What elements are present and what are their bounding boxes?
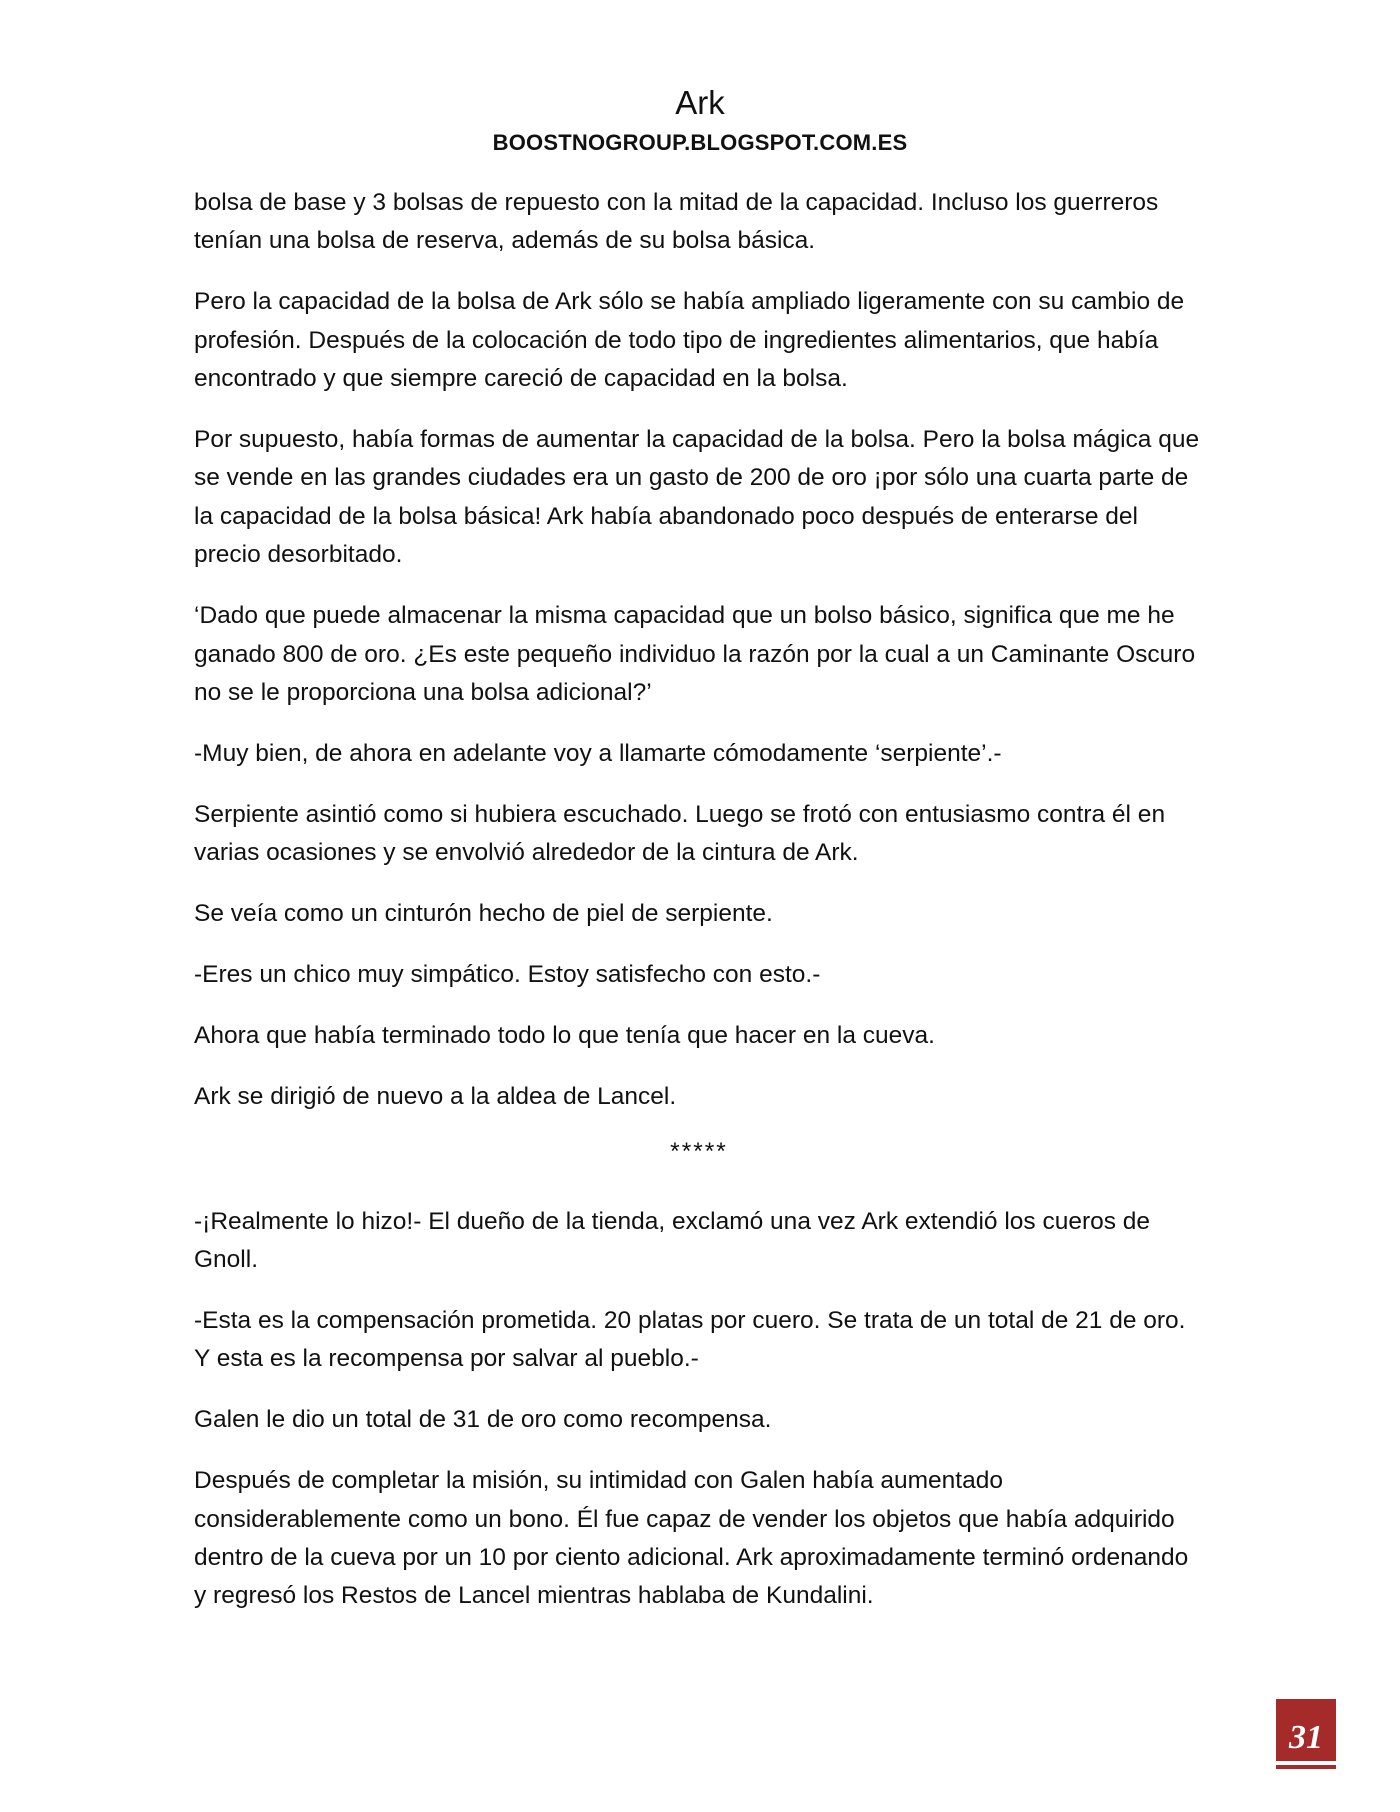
site-url: BOOSTNOGROUP.BLOGSPOT.COM.ES [492,130,908,155]
page-header [0,82,1400,158]
scene-separator: ***** [670,1137,728,1165]
book-title: Ark [675,84,725,121]
paragraph: Por supuesto, había formas de aumentar la capacidad de la bolsa. Pero la bolsa mágica que se vende en las grandes ciudades era un gasto de 200 de oro ¡por sólo una cuarta parte de la capacidad de la bolsa básica! Ark había abandonado poco después de enterarse del precio desorbitado. [194,426,1200,569]
paragraph: -Eres un chico muy simpático. Estoy satisfecho con esto.- [194,961,821,988]
paragraph: Se veía como un cinturón hecho de piel de serpiente. [194,900,773,928]
paragraph: -Muy bien, de ahora en adelante voy a llamarte cómodamente ‘serpiente’.- [194,739,1002,767]
paragraph: Serpiente asintió como si hubiera escuchado. Luego se frotó con entusiasmo contra él en varias ocasiones y se envolvió alrededor de la cintura de Ark. [194,800,1166,867]
page-number: 31 [1289,1719,1323,1756]
paragraph: Ahora que había terminado todo lo que tenía que hacer en la cueva. [194,1021,935,1049]
page-number-underline [1276,1765,1336,1769]
page-number-box [1276,1699,1336,1761]
paragraph: Después de completar la misión, su intimidad con Galen había aumentado considerablemente como un bono. Él fue capaz de vender los objetos que había adquirido dentro de la cueva por un 10 por ciento adicional. Ark aproximadamente terminó ordenando y regresó los Restos de Lancel mientras hablaba de Kundalini. [194,1467,1189,1610]
paragraph: Pero la capacidad de la bolsa de Ark sólo se había ampliado ligeramente con su cambio de profesión. Después de la colocación de todo tipo de ingredientes alimentarios, que había encontrado y que siempre careció de capacidad en la bolsa. [194,288,1185,393]
paragraph: bolsa de base y 3 bolsas de repuesto con la mitad de la capacidad. Incluso los guerreros tenían una bolsa de reserva, además de su bolsa básica. [194,189,1159,255]
paragraph: ‘Dado que puede almacenar la misma capacidad que un bolso básico, significa que me he ganado 800 de oro. ¿Es este pequeño individuo la razón por la cual a un Caminante Oscuro no se le proporciona una bolsa adicional?’ [194,602,1196,706]
paragraph: Galen le dio un total de 31 de oro como recompensa. [194,1406,772,1434]
chapter-text [194,184,1204,1638]
paragraph: -Esta es la compensación prometida. 20 platas por cuero. Se trata de un total de 21 de oro. Y esta es la recompensa por salvar al pueblo.- [194,1307,1186,1373]
paragraph: -¡Realmente lo hizo!- El dueño de la tienda, exclamó una vez Ark extendió los cueros de Gnoll. [194,1207,1151,1274]
paragraph: Ark se dirigió de nuevo a la aldea de Lancel. [194,1082,677,1110]
